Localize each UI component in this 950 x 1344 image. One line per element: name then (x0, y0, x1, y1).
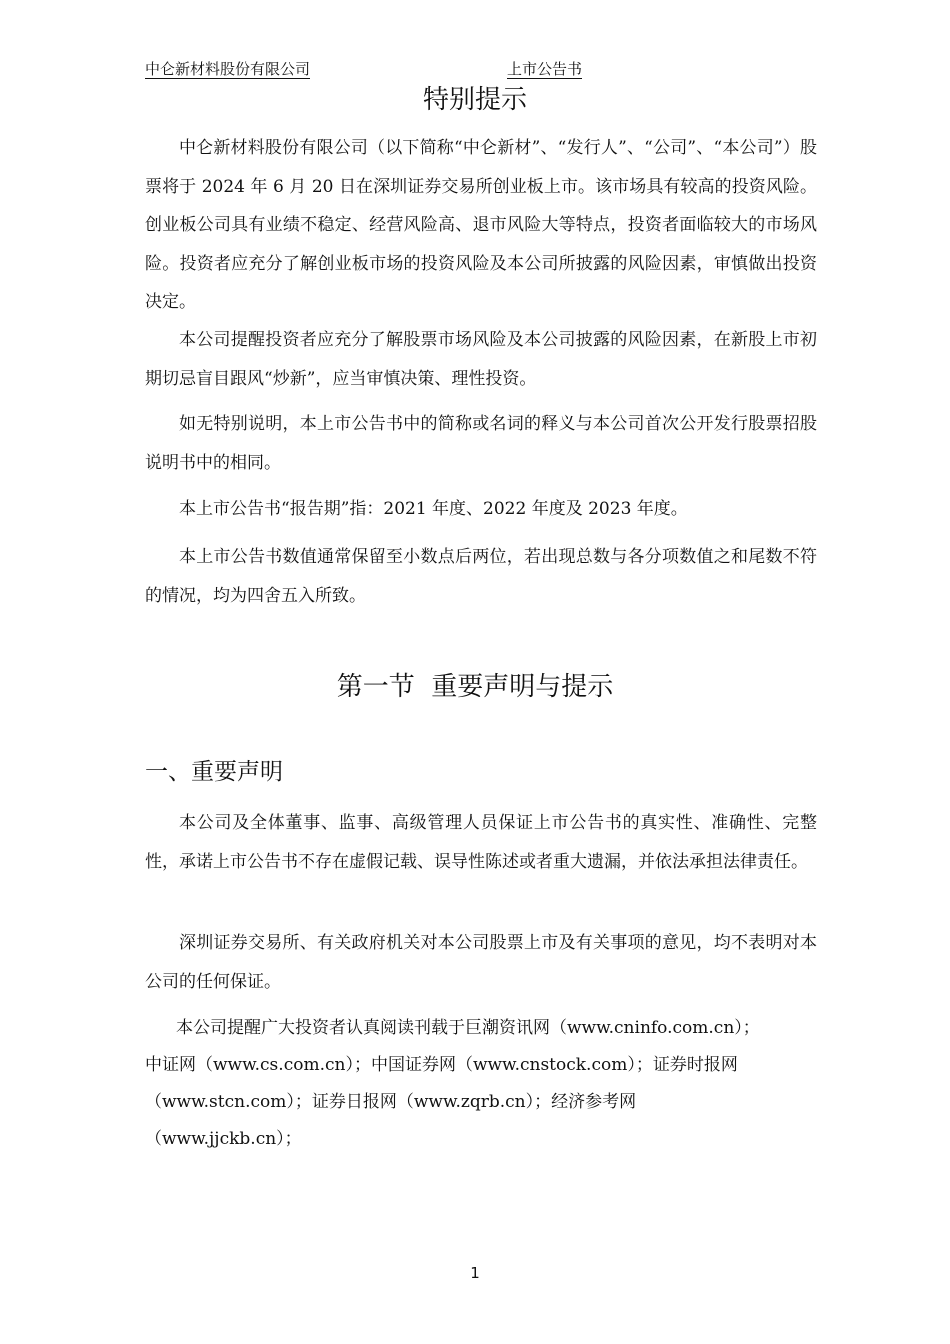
page-header (145, 60, 845, 82)
special-notice-paragraph: 本上市公告书“报告期”指：2021 年度、2022 年度及 2023 年度。 (179, 499, 688, 519)
special-notice-paragraph-3-block (145, 405, 817, 482)
declaration-paragraph: 深圳证券交易所、有关政府机关对本公司股票上市及有关事项的意见，均不表明对本公司的任何保证。 (145, 933, 817, 992)
header-company-name: 中仑新材料股份有限公司 (145, 60, 311, 78)
special-notice-paragraph: 本公司提醒投资者应充分了解股票市场风险及本公司披露的风险因素，在新股上市初期切忌盲目跟风“炒新”，应当审慎决策、理性投资。 (145, 330, 817, 389)
special-notice-paragraph: 中仑新材料股份有限公司（以下简称“中仑新材”、“发行人”、“公司”、“本公司”）股票将于 2024 年 6 月 20 日在深圳证券交易所创业板上市。该市场具有较高的投资风险。创业板公司具有业绩不稳定、经营风险高、退市风险大等特点，投资者面临较大的市场风险。投资者应充分了解创业板市场的投资风险及本公司所披露的风险因素，审慎做出投资决定。 (145, 138, 817, 312)
declaration-paragraph-2-block (145, 924, 817, 1001)
special-notice-paragraph: 如无特别说明，本上市公告书中的简称或名词的释义与本公司首次公开发行股票招股说明书中的相同。 (145, 414, 817, 473)
special-notice-paragraph: 本上市公告书数值通常保留至小数点后两位，若出现总数与各分项数值之和尾数不符的情况，均为四舍五入所致。 (145, 547, 817, 606)
special-notice-title: 特别提示 (422, 85, 527, 115)
website-notice (145, 1010, 817, 1158)
header-document-type: 上市公告书 (507, 60, 583, 78)
special-notice-paragraph-2-block (145, 321, 817, 398)
special-notice-paragraph-5-block (145, 538, 817, 615)
section-title: 第一节 重要声明与提示 (336, 672, 614, 702)
subsection-heading: 一、重要声明 (145, 759, 283, 785)
special-notice-paragraph-4-block (145, 490, 817, 529)
website-notice-line: （www.jjckb.cn）； (145, 1129, 302, 1149)
website-notice-line: 本公司提醒广大投资者认真阅读刊载于巨潮资讯网（www.cninfo.com.cn）； (176, 1018, 760, 1038)
page-number: 1 (470, 1264, 480, 1282)
special-notice-paragraph-1-block (145, 129, 817, 322)
website-notice-line: 中证网（www.cs.com.cn）；中国证券网（www.cnstock.com）；证券时报网 (145, 1055, 738, 1075)
declaration-paragraph-1-block (145, 804, 817, 881)
website-notice-line: （www.stcn.com）；证券日报网（www.zqrb.cn）；经济参考网 (145, 1092, 637, 1112)
declaration-paragraph: 本公司及全体董事、监事、高级管理人员保证上市公告书的真实性、准确性、完整性，承诺上市公告书不存在虚假记载、误导性陈述或者重大遗漏，并依法承担法律责任。 (145, 813, 817, 872)
